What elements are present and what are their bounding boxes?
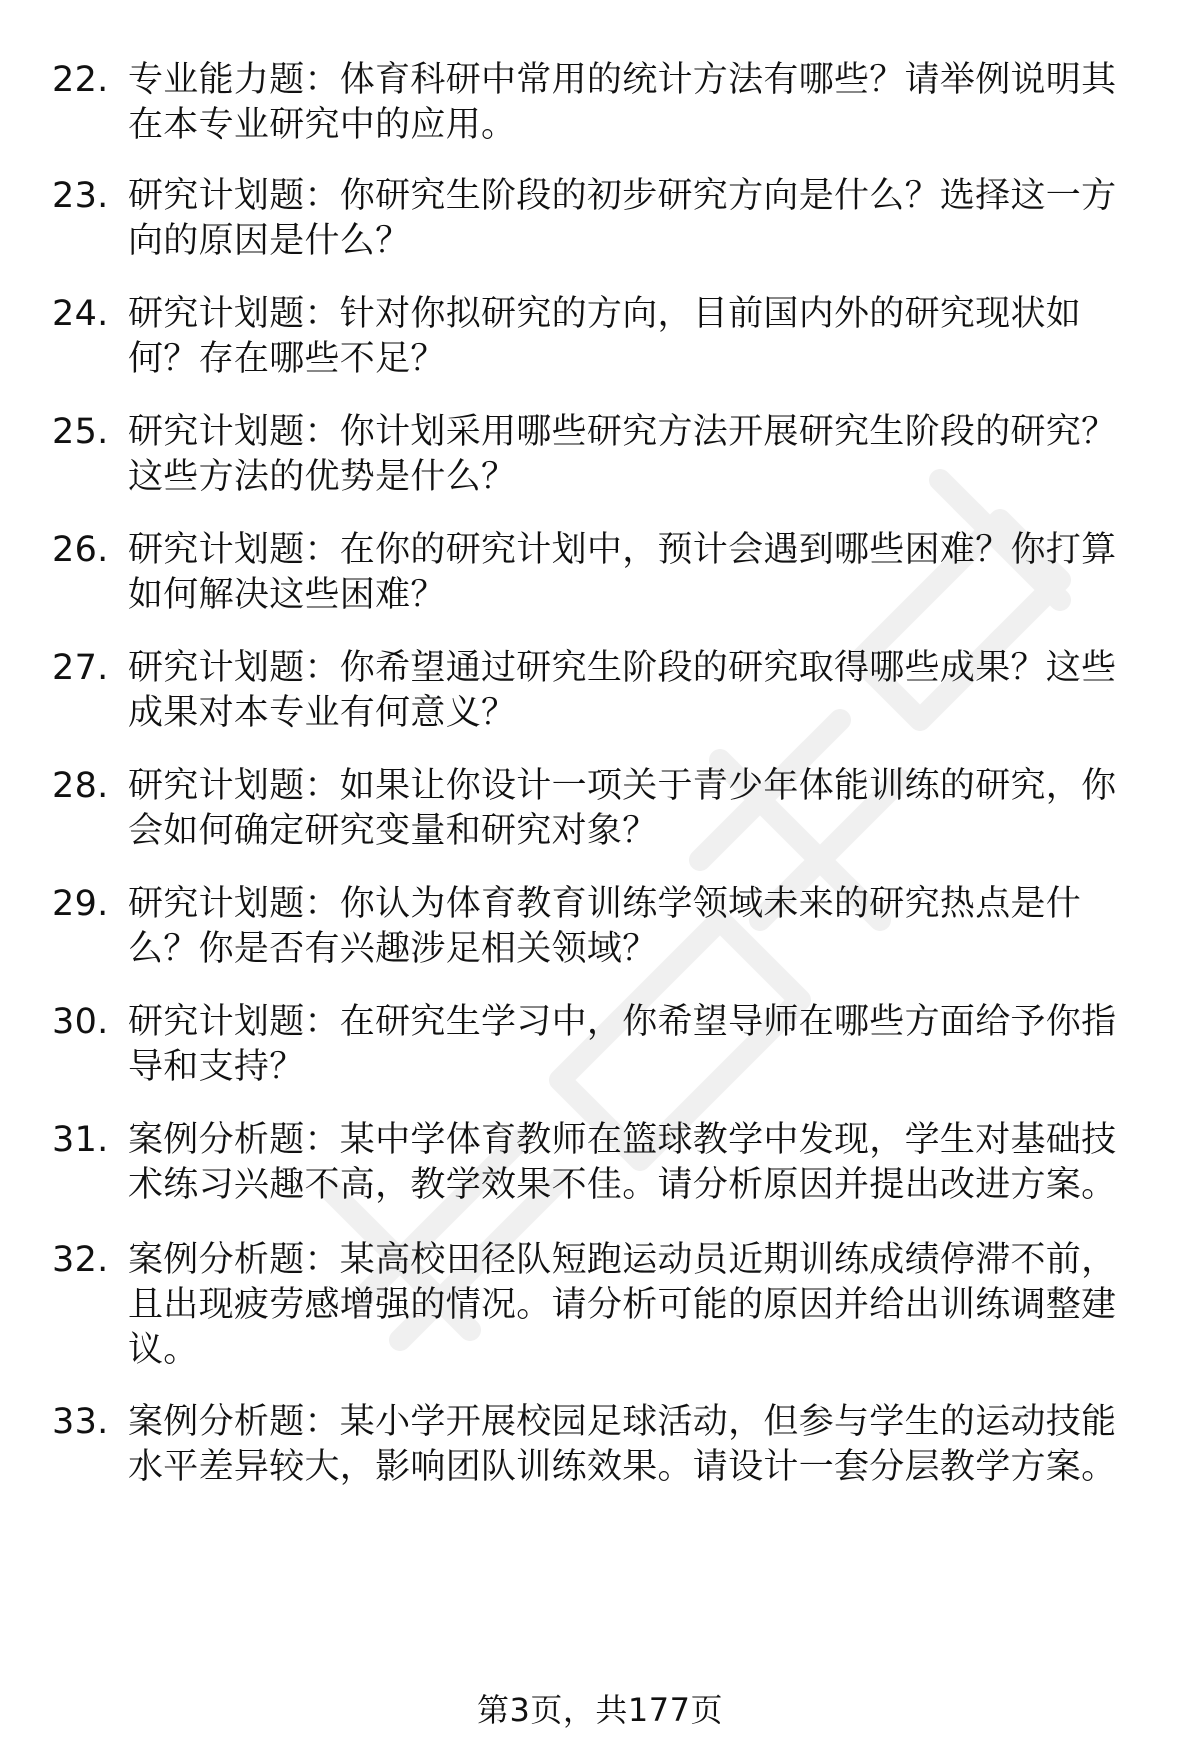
question-number: 33. — [52, 1402, 109, 1442]
question-line: 研究计划题：针对你拟研究的方向，目前国内外的研究现状如 — [128, 294, 1082, 334]
question-line: 向的原因是什么？ — [128, 221, 411, 261]
question-text — [128, 1000, 1198, 1090]
question-line: 专业能力题：体育科研中常用的统计方法有哪些？请举例说明其 — [128, 60, 1117, 100]
question-line: 研究计划题：在研究生学习中，你希望导师在哪些方面给予你指 — [128, 1002, 1117, 1042]
question-number: 30. — [52, 1002, 109, 1042]
question-number: 22. — [52, 60, 109, 100]
question-number: 29. — [52, 884, 109, 924]
question-number: 23. — [52, 176, 109, 216]
question-line: 研究计划题：如果让你设计一项关于青少年体能训练的研究，你 — [128, 766, 1117, 806]
question-line: 这些方法的优势是什么？ — [128, 457, 517, 497]
question-line: 会如何确定研究变量和研究对象？ — [128, 811, 658, 851]
question-number: 26. — [52, 530, 109, 570]
question-number: 27. — [52, 648, 109, 688]
question-line: 研究计划题：你认为体育教育训练学领域未来的研究热点是什 — [128, 884, 1082, 924]
question-text — [128, 1400, 1198, 1490]
question-text — [128, 528, 1198, 618]
question-line: 导和支持？ — [128, 1047, 305, 1087]
question-text — [128, 882, 1198, 972]
question-number: 32. — [52, 1240, 109, 1280]
question-number: 25. — [52, 412, 109, 452]
question-line: 么？你是否有兴趣涉足相关领域？ — [128, 929, 658, 969]
question-line: 何？存在哪些不足？ — [128, 339, 446, 379]
question-line: 研究计划题：你研究生阶段的初步研究方向是什么？选择这一方 — [128, 176, 1117, 216]
question-line: 在本专业研究中的应用。 — [128, 105, 517, 145]
question-text — [128, 292, 1198, 382]
question-text — [128, 764, 1198, 854]
question-number: 28. — [52, 766, 109, 806]
question-line: 案例分析题：某中学体育教师在篮球教学中发现，学生对基础技 — [128, 1120, 1117, 1160]
question-text — [128, 646, 1198, 736]
question-line: 研究计划题：你希望通过研究生阶段的研究取得哪些成果？这些 — [128, 648, 1117, 688]
question-number: 24. — [52, 294, 109, 334]
question-text — [128, 410, 1198, 500]
page-number-label: 第3页，共177页 — [477, 1691, 723, 1729]
question-text — [128, 1118, 1198, 1208]
question-line: 术练习兴趣不高，教学效果不佳。请分析原因并提出改进方案。 — [128, 1165, 1117, 1205]
question-line: 研究计划题：在你的研究计划中，预计会遇到哪些困难？你打算 — [128, 530, 1117, 570]
question-line: 成果对本专业有何意义？ — [128, 693, 517, 733]
question-line: 如何解决这些困难？ — [128, 575, 446, 615]
question-text — [128, 174, 1198, 264]
question-line: 研究计划题：你计划采用哪些研究方法开展研究生阶段的研究？ — [128, 412, 1117, 452]
question-number: 31. — [52, 1120, 109, 1160]
question-line: 水平差异较大，影响团队训练效果。请设计一套分层教学方案。 — [128, 1447, 1117, 1487]
question-text — [128, 58, 1198, 148]
question-line: 案例分析题：某小学开展校园足球活动，但参与学生的运动技能 — [128, 1402, 1117, 1442]
question-text — [128, 1238, 1198, 1373]
question-line: 议。 — [128, 1330, 199, 1370]
question-line: 且出现疲劳感增强的情况。请分析可能的原因并给出训练调整建 — [128, 1285, 1117, 1325]
question-line: 案例分析题：某高校田径队短跑运动员近期训练成绩停滞不前， — [128, 1240, 1117, 1280]
